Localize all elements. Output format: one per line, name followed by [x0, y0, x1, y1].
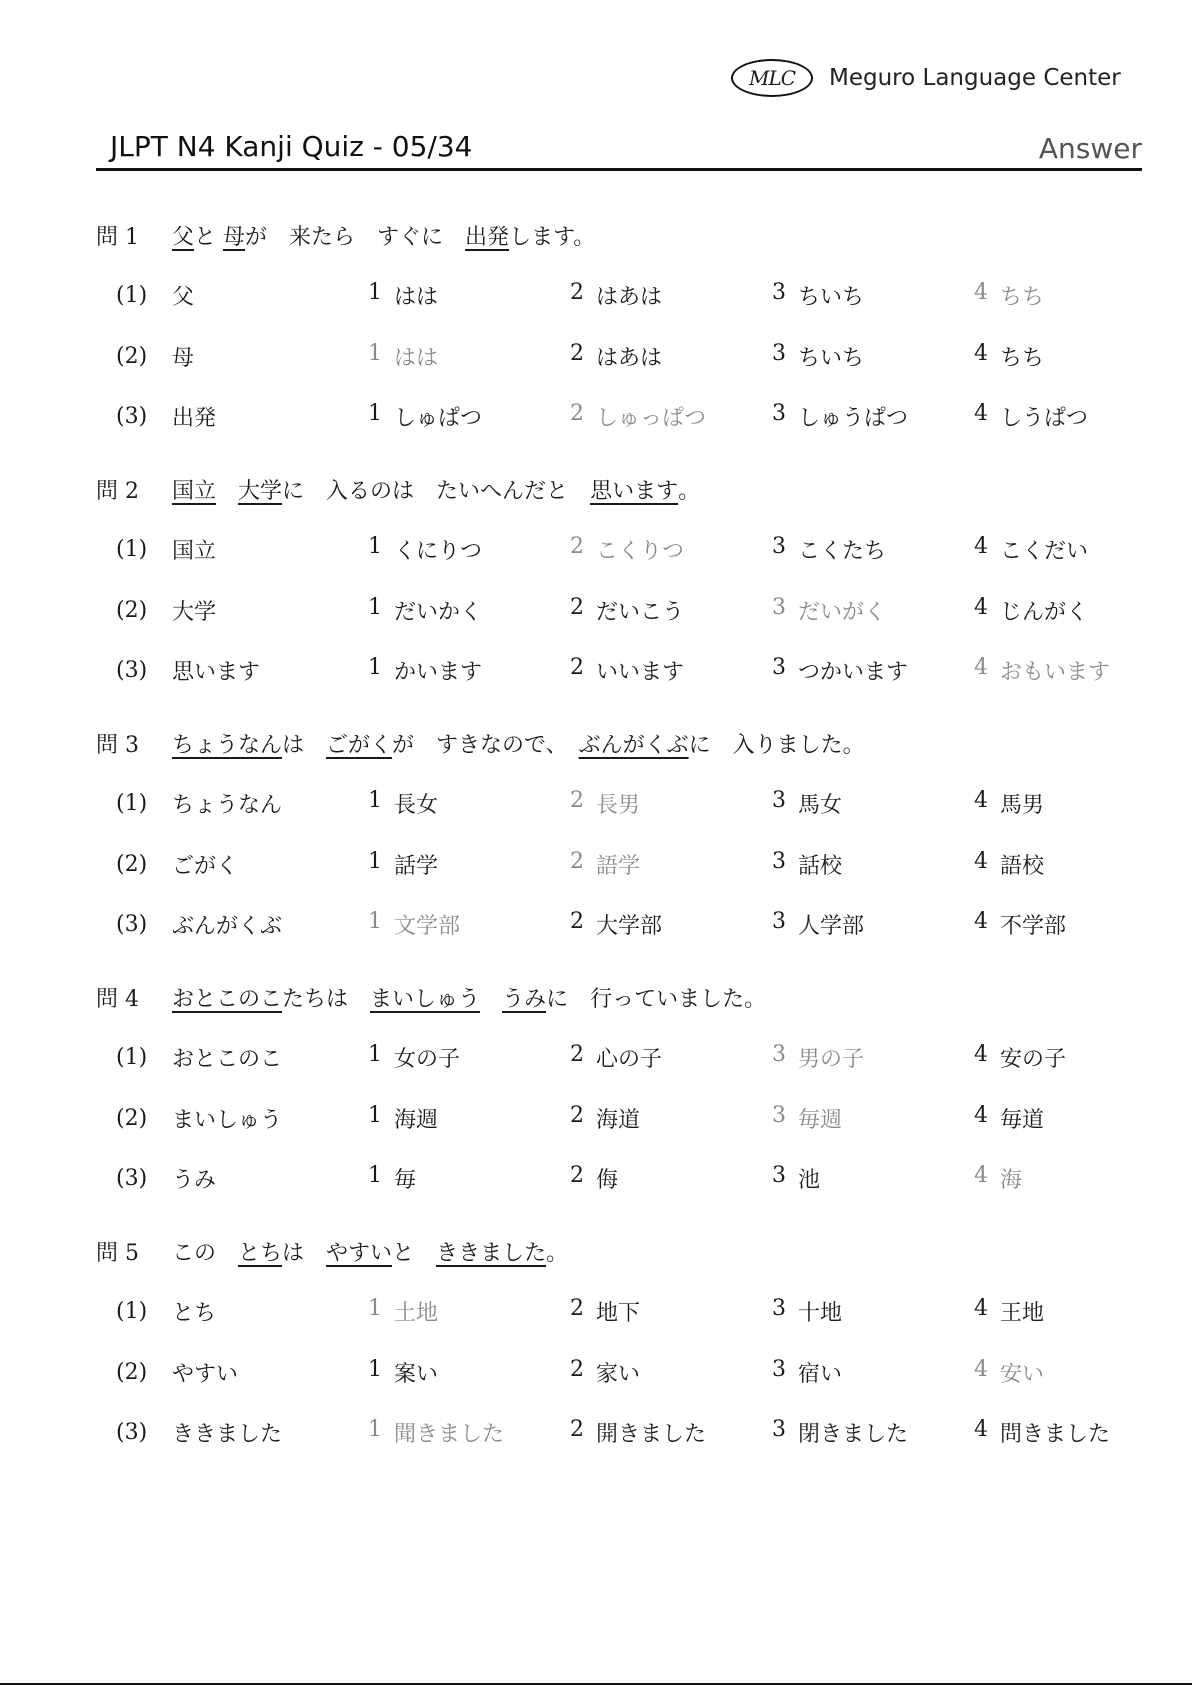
sentence-text: と: [194, 224, 224, 250]
choice-text: 語校: [1000, 853, 1045, 879]
choice-text: 聞きました: [394, 1422, 505, 1447]
choice-text: 馬男: [1000, 793, 1045, 818]
choice-text: 海: [1000, 1168, 1023, 1193]
item-number: (3): [116, 658, 148, 683]
choice-number: 2: [570, 1417, 584, 1442]
choice-number: 2: [570, 401, 584, 426]
sentence-text: に 行っていました。: [546, 986, 767, 1012]
choice-text: 土地: [394, 1301, 439, 1326]
choice: [772, 1417, 974, 1448]
question-sentence: [96, 471, 700, 507]
choice-number: 1: [368, 909, 382, 934]
choice-text: はは: [394, 345, 439, 371]
choice: [570, 341, 772, 372]
choice-text: 毎道: [1000, 1107, 1045, 1133]
choice-text: 安の子: [1000, 1047, 1067, 1072]
answer-row: [116, 278, 1176, 314]
sentence-text: に 入りました。: [688, 732, 865, 758]
answer-row: [116, 338, 1176, 374]
choice: [368, 401, 570, 432]
sentence-text: に 入るのは たいへんだと: [282, 478, 591, 504]
choice-text: 心の子: [596, 1047, 663, 1072]
choice-text: 家い: [596, 1361, 641, 1387]
choice-number: 4: [974, 909, 988, 934]
choice-number: 4: [974, 655, 988, 680]
choice-correct: [974, 1357, 1176, 1388]
choice-text: ちち: [1000, 285, 1045, 310]
choice-number: 2: [570, 848, 584, 874]
sentence-text: [480, 982, 502, 1013]
question-number: 問 5: [96, 1240, 139, 1266]
choice-number: 1: [368, 1163, 382, 1188]
sentence-text: たちは: [282, 986, 371, 1012]
item-number: (3): [116, 912, 148, 937]
choice-correct: [772, 1042, 974, 1073]
choice: [368, 595, 570, 626]
logo-text: Meguro Language Center: [829, 65, 1121, 91]
item-word: やすい: [172, 1361, 239, 1387]
choice-correct: [974, 655, 1176, 686]
choice: [772, 655, 974, 686]
choice-text: 話学: [394, 853, 439, 879]
answer-row: [116, 399, 1176, 435]
choice: [772, 1163, 974, 1194]
sentence-text: が すきなので、: [392, 732, 579, 758]
underlined-word: 父: [172, 224, 195, 250]
page-title: JLPT N4 Kanji Quiz - 05/34: [110, 130, 473, 163]
item-word: ききました: [172, 1422, 283, 1447]
answer-row: [116, 1100, 1176, 1136]
question-sentence: [96, 217, 595, 253]
choice-number: 3: [772, 1102, 786, 1128]
choice-number: 1: [368, 788, 382, 813]
choice: [974, 1296, 1176, 1327]
underlined-word: とち: [238, 1240, 283, 1266]
underlined-word: やすい: [326, 1240, 393, 1266]
choice-number: 4: [974, 1042, 988, 1067]
choice-number: 1: [368, 340, 382, 366]
choice-text: 海週: [394, 1107, 439, 1133]
choice-number: 1: [368, 1296, 382, 1321]
header-rule: [96, 168, 1142, 171]
choice-number: 3: [772, 788, 786, 813]
choice-text: かいます: [394, 660, 483, 685]
choice-correct: [368, 341, 570, 372]
underlined-word: まいしゅう: [370, 986, 481, 1012]
choice-number: 2: [570, 1356, 584, 1382]
underlined-word: おとこのこ: [172, 986, 283, 1012]
item-word: まいしゅう: [172, 1107, 283, 1133]
choice-number: 2: [570, 534, 584, 559]
sentence-text: [216, 474, 238, 505]
choice: [570, 1296, 772, 1327]
item-word: 大学: [172, 599, 217, 625]
choice-correct: [772, 595, 974, 626]
choice-correct: [570, 849, 772, 880]
item-number: (2): [116, 851, 148, 877]
choice-number: 4: [974, 848, 988, 874]
item-number: (3): [116, 404, 148, 429]
item-word: ごがく: [172, 853, 239, 879]
item-word: ぶんがくぶ: [172, 914, 283, 939]
choice-text: 十地: [798, 1301, 843, 1326]
choice-number: 4: [974, 1163, 988, 1188]
underlined-word: うみ: [502, 986, 547, 1012]
choice-number: 2: [570, 280, 584, 305]
item-word: 思います: [172, 660, 261, 685]
item-word: 母: [172, 345, 195, 371]
choice-text: しゅうぱつ: [798, 406, 909, 431]
choice-number: 3: [772, 340, 786, 366]
choice-number: 4: [974, 1102, 988, 1128]
question-number: 問 3: [96, 732, 139, 758]
choice-number: 1: [368, 848, 382, 874]
choice: [570, 1163, 772, 1194]
choice-text: 毎週: [798, 1107, 843, 1133]
choice: [772, 1357, 974, 1388]
choice-text: 不学部: [1000, 914, 1067, 939]
choice: [570, 1042, 772, 1073]
choice-text: 女の子: [394, 1047, 461, 1072]
choice-number: 2: [570, 1102, 584, 1128]
item-number: (1): [116, 1045, 148, 1070]
question-sentence: [96, 725, 865, 761]
choice-text: 王地: [1000, 1301, 1045, 1326]
answer-row: [116, 1294, 1176, 1330]
choice-number: 4: [974, 340, 988, 366]
item-word: とち: [172, 1301, 217, 1326]
underlined-word: ききました: [436, 1240, 547, 1266]
answer-row: [116, 1161, 1176, 1197]
choice: [772, 849, 974, 880]
choice-text: 地下: [596, 1301, 641, 1326]
sentence-text: は: [282, 732, 327, 758]
choice: [974, 849, 1176, 880]
underlined-word: 母: [223, 224, 246, 250]
choice-text: 長男: [596, 793, 641, 818]
answer-row: [116, 1415, 1176, 1451]
choice: [368, 280, 570, 311]
item-number: (1): [116, 537, 148, 562]
question-number: 問 2: [96, 478, 139, 504]
choice-text: 安い: [1000, 1361, 1045, 1387]
choice-number: 1: [368, 655, 382, 680]
choice-correct: [368, 1417, 570, 1448]
choice: [772, 341, 974, 372]
choice-text: 宿い: [798, 1361, 843, 1387]
item-word: うみ: [172, 1168, 217, 1193]
choice-text: 大学部: [596, 914, 663, 939]
choice-correct: [974, 280, 1176, 311]
logo-mark: MLC: [731, 59, 813, 97]
choice-text: ちち: [1000, 345, 1045, 371]
choice-number: 1: [368, 1417, 382, 1442]
choice-number: 4: [974, 788, 988, 813]
choice-text: つかいます: [798, 660, 909, 685]
choice-text: 閉きました: [798, 1422, 909, 1447]
choice-number: 3: [772, 401, 786, 426]
choice-number: 3: [772, 1163, 786, 1188]
choice: [772, 909, 974, 940]
answer-row: [116, 907, 1176, 943]
choice: [974, 909, 1176, 940]
underlined-word: 大学: [238, 478, 283, 504]
choice-text: 毎: [394, 1168, 417, 1193]
answer-label: Answer: [1038, 132, 1142, 165]
choice: [570, 1357, 772, 1388]
sentence-text: します。: [509, 224, 596, 250]
choice: [772, 534, 974, 565]
item-word: 出発: [172, 406, 217, 431]
choice-correct: [368, 909, 570, 940]
choice: [368, 1163, 570, 1194]
item-number: (2): [116, 343, 148, 369]
choice-correct: [368, 1296, 570, 1327]
choice-number: 2: [570, 655, 584, 680]
choice-correct: [570, 534, 772, 565]
item-word: 国立: [172, 539, 217, 564]
choice-number: 2: [570, 788, 584, 813]
choice: [368, 1357, 570, 1388]
item-word: おとこのこ: [172, 1047, 283, 1072]
underlined-word: ちょうなん: [172, 732, 283, 758]
choice-text: 案い: [394, 1361, 439, 1387]
choice: [368, 1042, 570, 1073]
choice-number: 2: [570, 1042, 584, 1067]
choice: [368, 534, 570, 565]
choice: [368, 849, 570, 880]
choice-text: 語学: [596, 853, 641, 879]
choice-number: 3: [772, 655, 786, 680]
choice-number: 3: [772, 1042, 786, 1067]
choice-number: 3: [772, 534, 786, 559]
choice-text: しゅぱつ: [394, 406, 483, 431]
choice-number: 3: [772, 1356, 786, 1382]
choice-text: だいこう: [596, 599, 685, 625]
choice-text: はは: [394, 285, 439, 310]
choice-number: 2: [570, 594, 584, 620]
underlined-word: ぶんがくぶ: [578, 732, 689, 758]
underlined-word: 出発: [465, 224, 510, 250]
choice: [368, 655, 570, 686]
choice-correct: [570, 788, 772, 819]
choice: [974, 341, 1176, 372]
choice-correct: [974, 1163, 1176, 1194]
choice: [974, 788, 1176, 819]
choice: [974, 1103, 1176, 1134]
choice: [974, 401, 1176, 432]
choice: [772, 788, 974, 819]
choice-number: 2: [570, 1296, 584, 1321]
sentence-text: と: [392, 1240, 437, 1266]
choice: [570, 1417, 772, 1448]
choice: [974, 534, 1176, 565]
question-number: 問 4: [96, 986, 139, 1012]
choice: [570, 1103, 772, 1134]
choice-number: 4: [974, 534, 988, 559]
answer-row: [116, 1354, 1176, 1390]
choice-text: 長女: [394, 793, 439, 818]
choice-text: だいがく: [798, 599, 887, 625]
underlined-word: ごがく: [326, 732, 393, 758]
item-word: 父: [172, 285, 195, 310]
sentence-text: この: [172, 1240, 239, 1266]
choice-text: こくだい: [1000, 539, 1089, 564]
choice-text: はあは: [596, 345, 663, 371]
choice-correct: [570, 401, 772, 432]
choice-text: 問きました: [1000, 1422, 1111, 1447]
choice-number: 1: [368, 1042, 382, 1067]
underlined-word: 思います: [590, 478, 679, 504]
choice-text: はあは: [596, 285, 663, 310]
choice: [368, 788, 570, 819]
choice-text: じんがく: [1000, 599, 1089, 625]
choice-number: 2: [570, 1163, 584, 1188]
item-word: ちょうなん: [172, 793, 283, 818]
choice-number: 1: [368, 594, 382, 620]
sentence-text: は: [282, 1240, 327, 1266]
answer-row: [116, 786, 1176, 822]
choice-number: 3: [772, 1296, 786, 1321]
item-number: (3): [116, 1420, 148, 1445]
choice: [570, 909, 772, 940]
answer-row: [116, 653, 1176, 689]
sentence-text: 。: [546, 1240, 569, 1266]
choice-number: 1: [368, 534, 382, 559]
question-sentence: [96, 979, 766, 1015]
choice: [570, 595, 772, 626]
choice-text: 池: [798, 1168, 821, 1193]
choice-number: 1: [368, 280, 382, 305]
choice-text: 人学部: [798, 914, 865, 939]
item-number: (3): [116, 1166, 148, 1191]
choice-text: しうぱつ: [1000, 406, 1089, 431]
choice: [570, 280, 772, 311]
choice-number: 3: [772, 909, 786, 934]
answer-row: [116, 592, 1176, 628]
choice-number: 4: [974, 401, 988, 426]
choice-text: いいます: [596, 660, 685, 685]
logo: [731, 58, 1121, 98]
underlined-word: 国立: [172, 478, 217, 504]
choice: [974, 595, 1176, 626]
choice-number: 4: [974, 1296, 988, 1321]
choice-number: 4: [974, 1356, 988, 1382]
item-number: (2): [116, 1105, 148, 1131]
choice-number: 2: [570, 340, 584, 366]
choice-text: 侮: [596, 1168, 619, 1193]
choice-number: 3: [772, 594, 786, 620]
choice: [570, 655, 772, 686]
choice-text: 開きました: [596, 1422, 707, 1447]
choice-text: くにりつ: [394, 539, 483, 564]
sentence-text: が 来たら すぐに: [245, 224, 466, 250]
choice-text: 海道: [596, 1107, 641, 1133]
choice-number: 3: [772, 1417, 786, 1442]
choice-text: こくたち: [798, 539, 887, 564]
answer-row: [116, 1040, 1176, 1076]
choice-number: 4: [974, 594, 988, 620]
sentence-text: 。: [678, 478, 701, 504]
item-number: (1): [116, 283, 148, 308]
choice-number: 1: [368, 401, 382, 426]
choice-number: 2: [570, 909, 584, 934]
choice-text: 文学部: [394, 914, 461, 939]
answer-row: [116, 846, 1176, 882]
choice-text: 馬女: [798, 793, 843, 818]
choice-number: 3: [772, 848, 786, 874]
choice-text: ちいち: [798, 345, 865, 371]
choice-number: 4: [974, 1417, 988, 1442]
item-number: (1): [116, 791, 148, 816]
choice-text: 話校: [798, 853, 843, 879]
choice-number: 1: [368, 1356, 382, 1382]
choice-text: ちいち: [798, 285, 865, 310]
choice-text: しゅっぱつ: [596, 406, 707, 431]
choice-text: おもいます: [1000, 660, 1111, 685]
choice-number: 1: [368, 1102, 382, 1128]
question-sentence: [96, 1233, 568, 1269]
choice-number: 4: [974, 280, 988, 305]
choice: [772, 401, 974, 432]
item-number: (1): [116, 1299, 148, 1324]
choice: [974, 1417, 1176, 1448]
choice-correct: [772, 1103, 974, 1134]
choice-number: 3: [772, 280, 786, 305]
answer-row: [116, 532, 1176, 568]
item-number: (2): [116, 1359, 148, 1385]
choice-text: だいかく: [394, 599, 483, 625]
choice: [772, 1296, 974, 1327]
choice: [974, 1042, 1176, 1073]
question-number: 問 1: [96, 224, 139, 250]
choice-text: こくりつ: [596, 539, 685, 564]
choice-text: 男の子: [798, 1047, 865, 1072]
choice: [772, 280, 974, 311]
item-number: (2): [116, 597, 148, 623]
choice: [368, 1103, 570, 1134]
